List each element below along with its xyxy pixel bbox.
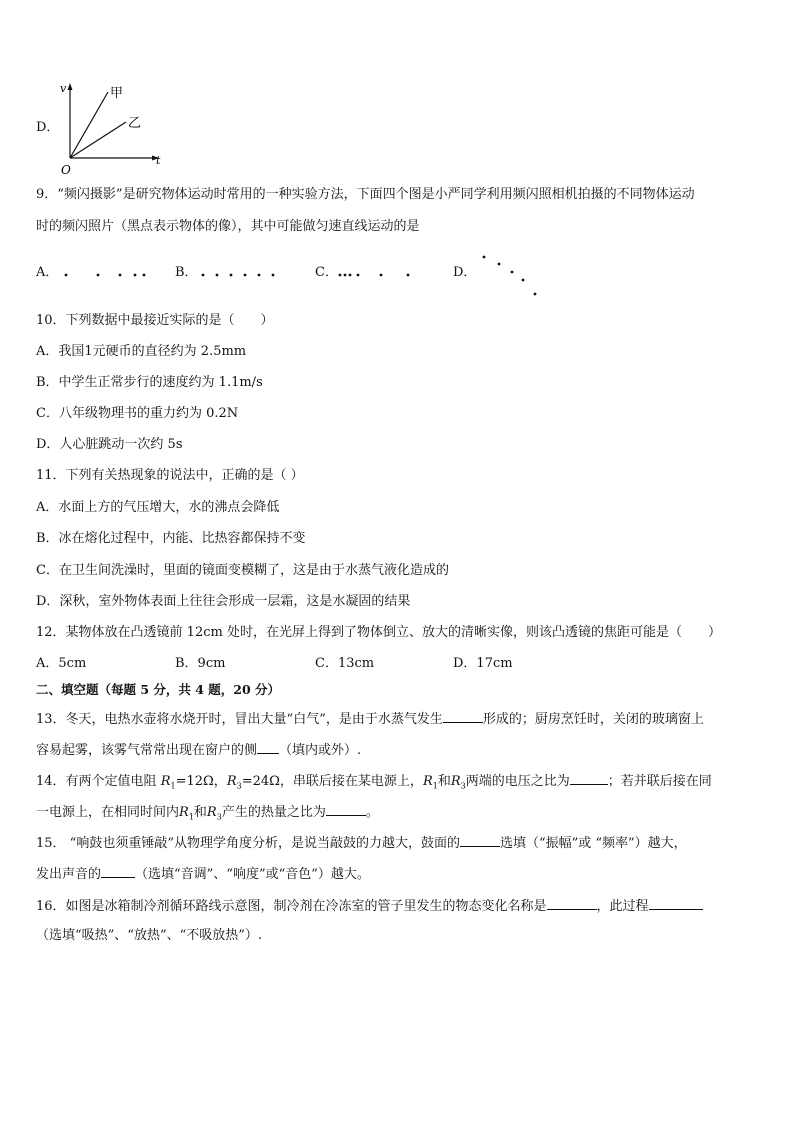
q9-stem-line1: 9．“频闪摄影”是研究物体运动时常用的一种实验方法，下面四个图是小严同学利用频闪照相机拍摄的不同物体运动 <box>36 187 695 202</box>
q9-option-b-dots <box>198 266 278 280</box>
q9-option-d-dots <box>478 252 548 302</box>
graph-line-yi <box>70 122 126 158</box>
q12-stem: 12．某物体放在凸透镜前 12cm 处时，在光屏上得到了物体倒立、放大的清晰实像，则该凸透镜的焦距可能是（ ） <box>36 625 721 640</box>
q11-stem: 11．下列有关热现象的说法中，正确的是（ ） <box>36 468 304 483</box>
q13-blank-1[interactable] <box>443 710 483 723</box>
q13-line2: 容易起雾，该雾气常常出现在窗户的侧 （填内或外）. <box>36 743 362 758</box>
q8-option-d-label: D． <box>36 120 60 135</box>
q11-option-b: B．冰在熔化过程中，内能、比热容都保持不变 <box>36 531 306 546</box>
q14-line2: 一电源上，在相同时间内$R_1$和$R_3$产生的热量之比为 。 <box>36 805 379 822</box>
q9-option-a-dots <box>62 266 152 280</box>
q9-option-b-label: B． <box>175 265 198 280</box>
q16-line2: （选填“吸热”、“放热”、“不吸放热”）. <box>36 928 263 943</box>
q11-option-d: D．深秋，室外物体表面上往往会形成一层霜，这是水凝固的结果 <box>36 594 411 609</box>
q16-blank-2[interactable] <box>649 897 703 910</box>
q12-option-b: B．9cm <box>175 656 226 671</box>
q15-blank-2[interactable] <box>101 865 135 878</box>
q9-option-c-label: C． <box>315 265 338 280</box>
q9-option-c-dots <box>336 266 416 280</box>
q15-line2: 发出声音的 （选填“音调”、“响度”或“音色”）越大。 <box>36 867 370 882</box>
graph-label-jia: 甲 <box>110 86 124 101</box>
q10-option-b: B．中学生正常步行的速度约为 1.1m/s <box>36 375 263 390</box>
q15-blank-1[interactable] <box>460 834 500 847</box>
q10-option-a: A．我国1元硬币的直径约为 2.5mm <box>36 344 247 359</box>
q16-blank-1[interactable] <box>547 897 597 910</box>
q14-blank-1[interactable] <box>570 772 608 785</box>
q13-line1: 13．冬天，电热水壶将水烧开时，冒出大量“白气”，是由于水蒸气发生 形成的；厨房烹饪时，关闭的玻璃窗上 <box>36 712 704 727</box>
graph-origin: O <box>61 163 71 177</box>
q16-line1: 16．如图是冰箱制冷剂循环路线示意图，制冷剂在冷冻室的管子里发生的物态变化名称是 ，此过程 <box>36 897 703 915</box>
q12-option-c: C．13cm <box>315 656 375 671</box>
section2-title: 二、填空题（每题 5 分，共 4 题，20 分） <box>36 682 281 697</box>
q13-blank-2[interactable] <box>257 741 279 754</box>
q8-vt-graph <box>58 80 168 180</box>
q11-option-a: A．水面上方的气压增大，水的沸点会降低 <box>36 500 280 515</box>
q11-option-c: C．在卫生间洗澡时，里面的镜面变模糊了，这是由于水蒸气液化造成的 <box>36 563 449 578</box>
q9-option-d-label: D． <box>453 265 477 280</box>
q10-option-c: C．八年级物理书的重力约为 0.2N <box>36 406 239 421</box>
q14-line1: 14．有两个定值电阻 $R_1=12\Omega$，$R_3=24\Omega$，串联后接在某电源上，$R_1$和$R_3$两端的电压之比为 ；若并联后接在同 <box>36 774 712 791</box>
q9-stem-line2: 时的频闪照片（黑点表示物体的像），其中可能做匀速直线运动的是 <box>36 219 420 234</box>
q12-option-a: A．5cm <box>36 656 87 671</box>
q15-line1: 15． “响鼓也须重锤敲”从物理学角度分析，是说当敲鼓的力越大，鼓面的 选填（“振幅”或 “频率”）越大， <box>36 836 687 851</box>
graph-line-jia <box>70 92 108 158</box>
q14-blank-2[interactable] <box>326 803 366 816</box>
q9-option-a-label: A． <box>36 265 59 280</box>
q10-stem: 10．下列数据中最接近实际的是（ ） <box>36 313 274 328</box>
q10-option-d: D．人心脏跳动一次约 5s <box>36 437 183 452</box>
graph-label-yi: 乙 <box>128 116 142 131</box>
graph-axis-t: t <box>156 154 161 167</box>
graph-axis-v: v <box>60 82 67 95</box>
q12-option-d: D．17cm <box>453 656 513 671</box>
